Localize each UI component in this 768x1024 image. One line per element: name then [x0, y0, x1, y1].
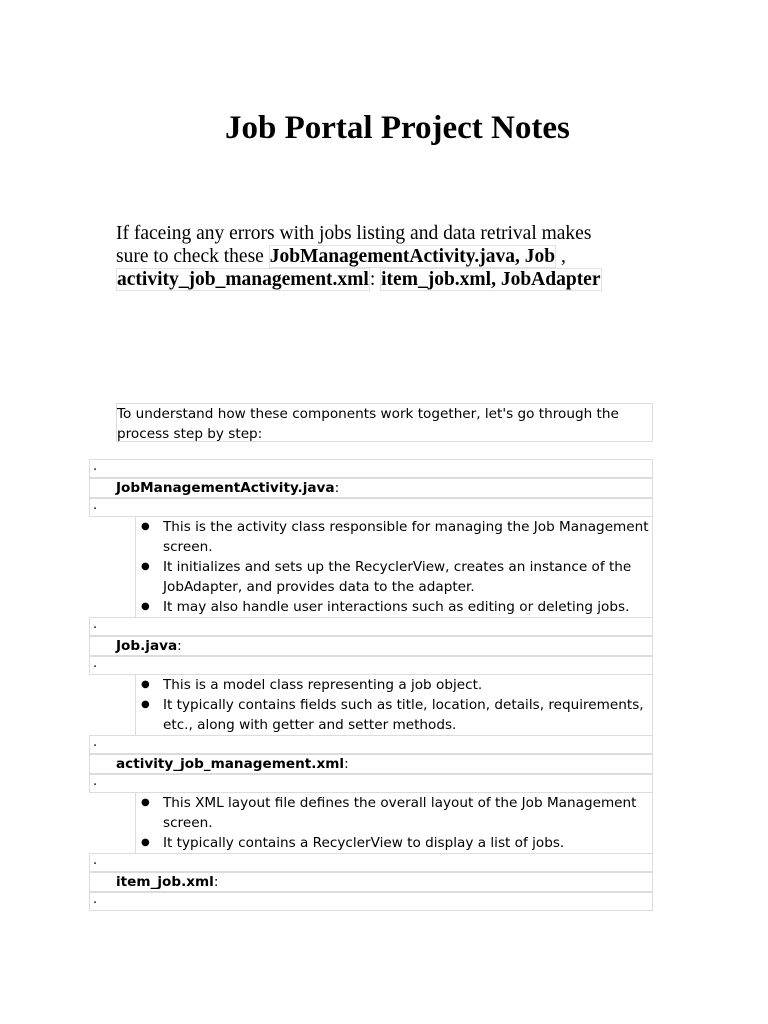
dot-marker: .	[89, 774, 653, 793]
dot-marker: .	[89, 459, 653, 478]
section-name: JobManagementActivity.java	[116, 480, 335, 496]
dot-marker: .	[89, 498, 653, 517]
bullet-icon: ●	[141, 837, 150, 848]
intro-sep-2: :	[369, 269, 381, 290]
list-item-text: It typically contains a RecyclerView to display a list of jobs.	[163, 835, 565, 851]
bullet-list	[135, 793, 653, 853]
bullet-icon: ●	[141, 521, 150, 532]
section-colon: :	[334, 480, 340, 496]
section-name: item_job.xml	[116, 874, 214, 890]
list-item-text: It initializes and sets up the RecyclerView, creates an instance of the JobAdapter, and provides data to the adapter.	[163, 559, 632, 595]
dot-marker: .	[89, 617, 653, 636]
section-colon: :	[344, 756, 349, 772]
section-colon: :	[177, 638, 182, 654]
section-heading	[89, 872, 653, 892]
list-item	[136, 557, 652, 597]
section-heading	[89, 478, 653, 498]
process-intro: To understand how these components work together, let's go through the process step by step:	[116, 403, 653, 442]
intro-file-1: JobManagementActivity.java, Job	[269, 246, 556, 267]
bullet-list	[135, 675, 653, 735]
list-item	[136, 695, 652, 735]
list-item	[136, 675, 652, 695]
section-name: Job.java	[116, 638, 178, 654]
intro-line-2-prefix: sure to check these	[116, 246, 269, 267]
dot-marker: .	[89, 735, 653, 754]
intro-file-2: activity_job_management.xml	[117, 269, 369, 290]
bullet-icon: ●	[141, 699, 150, 710]
bullet-icon: ●	[141, 797, 150, 808]
list-item	[136, 517, 652, 557]
dot-marker: .	[89, 853, 653, 872]
intro-paragraph	[116, 222, 646, 291]
list-item-text: This XML layout file defines the overall layout of the Job Management screen.	[163, 795, 637, 831]
intro-line-1: If faceing any errors with jobs listing and data retrival makes	[116, 223, 592, 244]
bullet-list	[135, 517, 653, 617]
section-heading	[89, 754, 653, 774]
list-item-text: This is a model class representing a job object.	[163, 677, 483, 693]
dot-marker: .	[89, 656, 653, 675]
list-item	[136, 597, 652, 617]
bullet-icon: ●	[141, 679, 150, 690]
list-item	[136, 833, 652, 853]
list-item-text: This is the activity class responsible for managing the Job Management screen.	[163, 519, 649, 555]
bullet-icon: ●	[141, 561, 150, 572]
section-colon: :	[213, 874, 219, 890]
bullet-icon: ●	[141, 601, 150, 612]
list-item-text: It typically contains fields such as title, location, details, requirements, etc., along with getter and setter methods.	[163, 697, 644, 733]
dot-marker: .	[89, 892, 653, 911]
section-heading	[89, 636, 653, 656]
page-title: Job Portal Project Notes	[225, 110, 570, 146]
list-item-text: It may also handle user interactions such as editing or deleting jobs.	[163, 599, 630, 615]
list-item	[136, 793, 652, 833]
intro-sep-1: ,	[556, 246, 566, 267]
section-name: activity_job_management.xml	[116, 756, 345, 772]
intro-file-3: item_job.xml, JobAdapter	[381, 269, 601, 290]
